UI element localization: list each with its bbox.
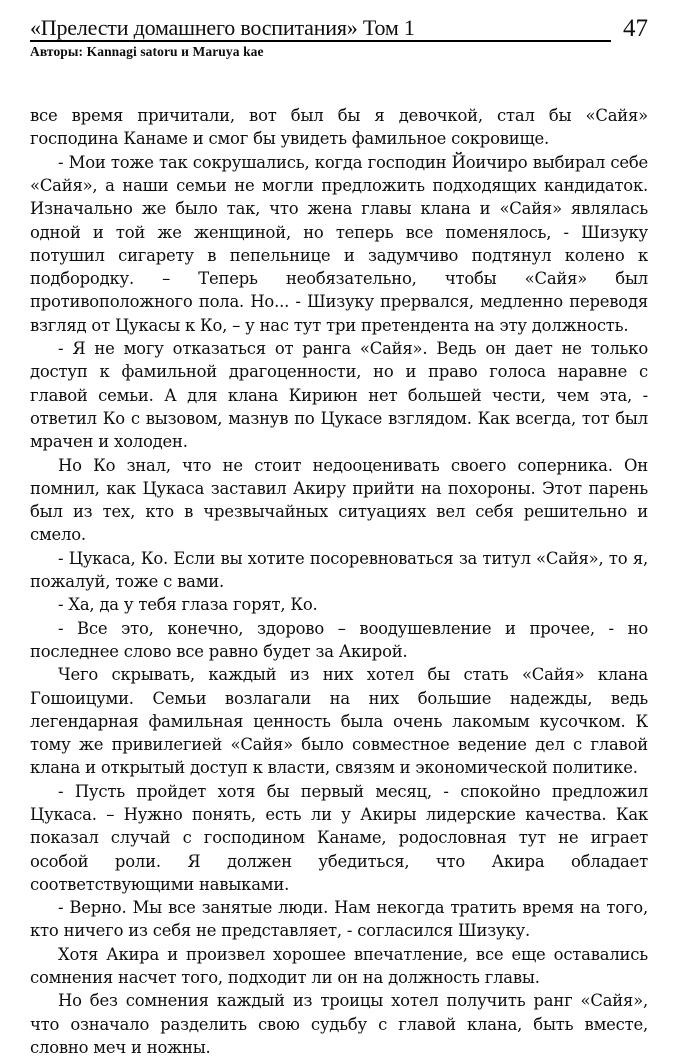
page-number: 47	[623, 15, 648, 43]
title-underline	[30, 16, 611, 42]
paragraph: Но без сомнения каждый из троицы хотел получить ранг «Сайя», что означало разделить свою судьбу с главой клана, быть вместе, словно меч и ножны.	[30, 991, 648, 1057]
paragraph: все время причитали, вот был бы я девочкой, стал бы «Сайя» господина Канаме и смог бы увидеть фамильное сокровище.	[30, 106, 648, 149]
paragraph: - Все это, конечно, здорово – воодушевление и прочее, - но последнее слово все равно будет за Акирой.	[30, 618, 648, 661]
paragraph: - Ха, да у тебя глаза горят, Ко.	[58, 595, 318, 615]
paragraph: - Я не могу отказаться от ранга «Сайя». Ведь он дает не только доступ к фамильной драгоценности, но и право голоса наравне с главой семьи. А для клана Кириюн нет большей чести, чем эта, - ответил Ко с вызовом, мазнув по Цукасе взглядом. Как всегда, тот был мрачен и холоден.	[30, 339, 648, 452]
body-text	[30, 104, 648, 1059]
page-header	[30, 16, 648, 60]
header-row	[30, 16, 648, 42]
paragraph: - Верно. Мы все занятые люди. Нам некогда тратить время на того, кто ничего из себя не представляет, - согласился Шизуку.	[30, 898, 648, 941]
paragraph: - Пусть пройдет хотя бы первый месяц, - спокойно предложил Цукаса. – Нужно понять, есть ли у Акиры лидерские качества. Как показал случай с господином Канаме, родословная тут не играет особой роли. Я должен убедиться, что Акира обладает соответствующими навыками.	[30, 781, 648, 894]
paragraph: - Мои тоже так сокрушались, когда господин Йоичиро выбирал себе «Сайя», а наши семьи не могли предложить подходящих кандидаток. Изначально же было так, что жена главы клана и «Сайя» являлась одной и той же женщиной, но теперь все поменялось, - Шизуку потушил сигарету в пепельнице и задумчиво подтянул колено к подбородку. – Теперь необязательно, чтобы «Сайя» был противоположного пола. Но... - Шизуку прервался, медленно переводя взгляд от Цукасы к Ко, – у нас тут три претендента на эту должность.	[30, 152, 648, 335]
authors-line: Авторы: Kannagi satoru и Maruya kae	[30, 44, 264, 60]
paragraph: Чего скрывать, каждый из них хотел бы стать «Сайя» клана Гошоицуми. Семьи возлагали на них большие надежды, ведь легендарная фамильная ценность была очень лакомым кусочком. К тому же привилегией «Сайя» было совместное ведение дел с главой клана и открытый доступ к власти, связям и экономической политике.	[30, 665, 648, 778]
paragraph: Но Ко знал, что не стоит недооценивать своего соперника. Он помнил, как Цукаса заставил Акиру прийти на похороны. Этот парень был из тех, кто в чрезвычайных ситуациях вел себя решительно и смело.	[30, 455, 648, 545]
paragraph: - Цукаса, Ко. Если вы хотите посоревноваться за титул «Сайя», то я, пожалуй, тоже с вами.	[30, 548, 648, 592]
book-title: «Прелести домашнего воспитания» Том 1	[30, 15, 415, 40]
paragraph: Хотя Акира и произвел хорошее впечатление, все еще оставались сомнения насчет того, подходит ли он на должность главы.	[30, 944, 648, 988]
